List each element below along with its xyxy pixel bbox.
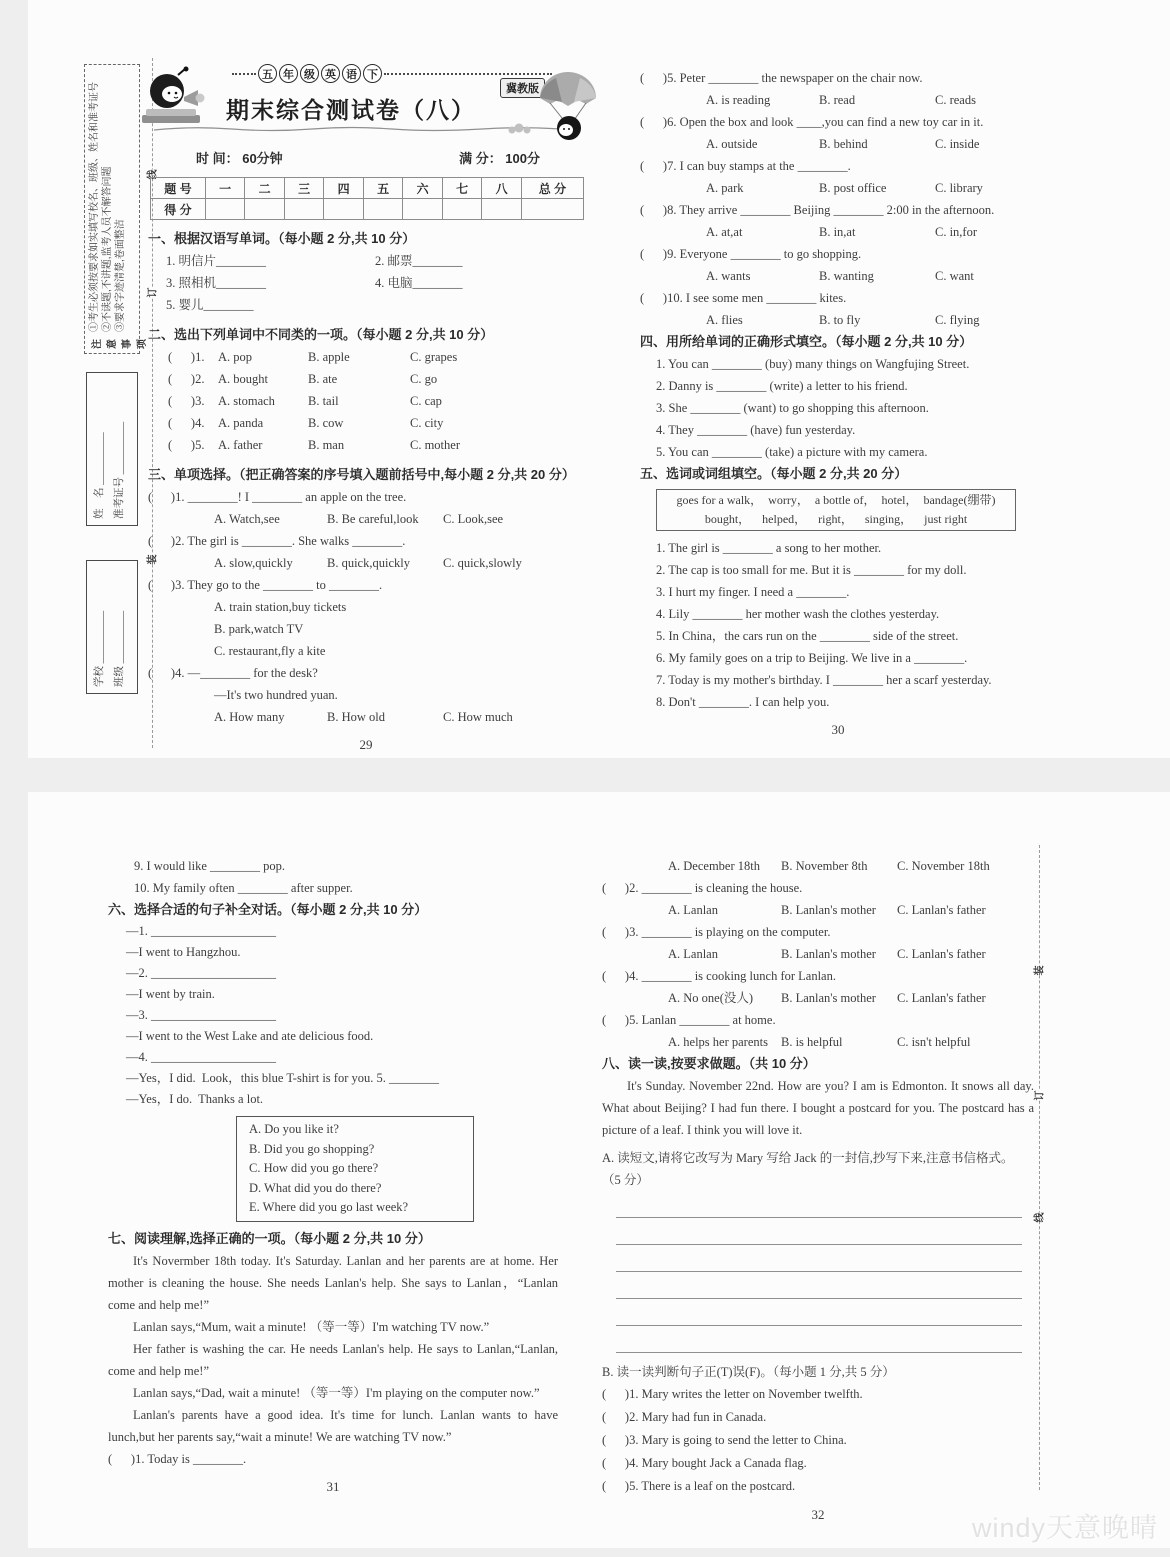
edition-badge: 冀教版 — [500, 78, 545, 98]
options-row: A. at,at B. in,at C. in,for — [706, 225, 978, 239]
full-score: 满 分： 100分 — [459, 151, 540, 166]
page-29 — [148, 58, 584, 756]
score-table: 题 号 一 二 三 四 五 六 七 八 总 分 得 分 — [150, 177, 584, 220]
score-table-header: 题 号 — [151, 178, 206, 199]
question: ( )3. ________ is playing on the computer. — [602, 925, 831, 939]
fill-item: 3. She ________ (want) to go shopping this afternoon. — [656, 401, 929, 415]
choice-line: B. Did you go shopping? — [249, 1141, 375, 1156]
section1-items — [148, 250, 584, 316]
page-number: 30 — [831, 722, 845, 737]
question: ( )6. Open the box and look ____,you can find a new toy car in it. — [640, 115, 984, 129]
dialogue-line: —Yes，I did. Look，this blue T-shirt is for you. 5. ________ — [126, 1071, 439, 1085]
dialogue-line: —1. ____________________ — [126, 924, 276, 938]
options-row: A. How many B. How old C. How much — [214, 710, 513, 724]
mc-row: ( )5. A. father B. man C. mother — [168, 438, 460, 452]
options-row: A. Watch,see B. Be careful,look C. Look,see — [214, 512, 504, 526]
answer-line — [616, 1272, 1022, 1299]
options-row: A. outside B. behind C. inside — [706, 137, 980, 151]
fill-item: 3. I hurt my finger. I need a ________. — [656, 585, 850, 599]
answer-line — [616, 1245, 1022, 1272]
dialogue-line: —2. ____________________ — [126, 966, 276, 980]
tf-item: ( )2. Mary had fun in Canada. — [602, 1410, 767, 1424]
section8-heading: 八、读一读,按要求做题。（共 10 分） — [602, 1056, 816, 1071]
options-row: A. slow,quickly B. quick,quickly C. quick,slowly — [214, 556, 522, 570]
answer-line — [616, 1191, 1022, 1218]
grade-char: 语 — [342, 64, 361, 83]
binding-char: 订 — [143, 288, 160, 298]
answer-line — [616, 1299, 1022, 1326]
watermark: windy天意晚晴 — [971, 1513, 1158, 1543]
grade-char: 级 — [300, 64, 319, 83]
mc-row: ( )2. A. bought B. ate C. go — [168, 372, 438, 386]
question-reply: —It's two hundred yuan. — [214, 688, 338, 702]
notice-item: ③要求字迹清楚,卷面整洁 — [115, 219, 126, 332]
answer-line — [616, 1218, 1022, 1245]
option-line: B. park,watch TV — [214, 622, 304, 636]
options-row: A. Lanlan B. Lanlan's mother C. Lanlan's father — [668, 903, 986, 917]
options-row: A. No one(没人) B. Lanlan's mother C. Lanlan's father — [668, 991, 986, 1005]
school-class-box — [86, 560, 138, 694]
dialogue-line: —3. ____________________ — [126, 1008, 276, 1022]
reading-paragraph: It's Sunday. November 22nd. How are you? I am is Edmonton. It snows all day. What about Beijing? I had fun there. I bought a postcard for you. The postcard has a picture of a leaf. I think you will love it. — [602, 1079, 1034, 1137]
task-b-instruction: B. 读一读判断句子正(T)误(F)。（每小题 1 分,共 5 分） — [602, 1365, 895, 1379]
notice-label: 注意事项 — [92, 339, 148, 349]
dotted-leader — [232, 73, 256, 75]
reading-paragraph: It's Novermber 18th today. It's Saturday. Lanlan and her parents are at home. Her mother is cleaning the house. She needs Lanlan's help. She says to Lanlan，“Lanlan come and help me!” — [108, 1253, 558, 1312]
title-underline-squiggle — [152, 122, 576, 136]
reading-paragraph: Lanlan says,“Mum, wait a minute! （等一等）I'm watching TV now.” — [133, 1319, 490, 1334]
fill-item: 9. I would like ________ pop. — [134, 859, 286, 873]
question: ( )5. Lanlan ________ at home. — [602, 1013, 776, 1027]
dialogue-line: —I went to Hangzhou. — [126, 945, 241, 959]
binding-char: 订 — [1030, 1091, 1047, 1101]
score-row-label: 得 分 — [151, 199, 206, 220]
page-number: 32 — [811, 1507, 825, 1522]
options-row: A. helps her parents B. is helpful C. isn't helpful — [668, 1035, 971, 1049]
notice-item: ①考生必须按要求如实填写校名、班级、姓名和准考证号 — [89, 82, 100, 332]
options-row: A. December 18th B. November 8th C. November 18th — [668, 859, 990, 873]
task-a-points: （5 分） — [602, 1173, 649, 1187]
question: ( )2. ________ is cleaning the house. — [602, 881, 803, 895]
question: ( )7. I can buy stamps at the ________. — [640, 159, 851, 173]
option-line: C. restaurant,fly a kite — [214, 644, 326, 658]
section5-heading: 五、选词或词组填空。（每小题 2 分,共 20 分） — [640, 466, 908, 481]
tf-item: ( )4. Mary bought Jack a Canada flag. — [602, 1456, 807, 1470]
options-row: A. wants B. wanting C. want — [706, 269, 974, 283]
binding-char: 装 — [143, 555, 160, 565]
fill-item: 2. Danny is ________ (write) a letter to his friend. — [656, 379, 908, 393]
time-limit: 时 间： 60分钟 — [196, 151, 283, 166]
word-bank-line: bought， helped， right， singing， just right — [704, 512, 968, 526]
binding-char: 线 — [143, 170, 160, 180]
fill-item: 7. Today is my mother's birthday. I ________ her a scarf yesterday. — [656, 673, 992, 687]
exam-number-field: 准考证号 __________ — [114, 421, 125, 519]
fill-item: 5. In China，the cars run on the ________ side of the street. — [656, 629, 959, 643]
exam-notice-box — [84, 64, 148, 354]
time-score-row — [148, 146, 584, 167]
word-bank-line: goes for a walk， worry， a bottle of， hotel， bandage(绷带) — [676, 493, 996, 507]
mc-row: ( )3. A. stomach B. tail C. cap — [168, 394, 442, 408]
fill-item: 6. My family goes on a trip to Beijing. We live in a ________. — [656, 651, 968, 665]
section1-heading: 一、根据汉语写单词。（每小题 2 分,共 10 分） — [148, 231, 416, 246]
fill-item: 5. You can ________ (take) a picture with my camera. — [656, 445, 928, 459]
dialogue-line: —4. ____________________ — [126, 1050, 276, 1064]
task-a-instruction: A. 读短文,请将它改写为 Mary 写给 Jack 的一封信,抄写下来,注意书信格式。 — [602, 1151, 1014, 1165]
student-name-box — [86, 372, 138, 526]
question: ( )10. I see some men ________ kites. — [640, 291, 847, 305]
question: ( )4. —________ for the desk? — [148, 666, 318, 680]
fill-item: 4. 电脑________ — [375, 276, 463, 290]
class-field: 班级 __________ — [114, 610, 125, 687]
page-30 — [640, 55, 1036, 741]
binding-line-right — [1034, 845, 1046, 1490]
tf-item: ( )3. Mary is going to send the letter to China. — [602, 1433, 847, 1447]
grade-char: 下 — [363, 64, 382, 83]
page-number: 29 — [359, 737, 373, 752]
options-row: A. Lanlan B. Lanlan's mother C. Lanlan's father — [668, 947, 986, 961]
options-row: A. is reading B. read C. reads — [706, 93, 976, 107]
dialogue-line: —I went to the West Lake and ate delicious food. — [126, 1029, 374, 1043]
fill-item: 3. 照相机________ — [166, 276, 267, 290]
choice-line: C. How did you go there? — [249, 1161, 379, 1175]
mc-row: ( )4. A. panda B. cow C. city — [168, 416, 444, 430]
question: ( )1. Today is ________. — [108, 1451, 247, 1466]
word-bank-box — [656, 489, 1016, 531]
section7-heading: 七、阅读理解,选择正确的一项。（每小题 2 分,共 10 分） — [108, 1230, 431, 1246]
fill-item: 2. The cap is too small for me. But it is ________ for my doll. — [656, 563, 967, 577]
section4-heading: 四、用所给单词的正确形式填空。（每小题 2 分,共 10 分） — [640, 334, 973, 349]
mascot-parachute-icon — [536, 70, 600, 144]
grade-char: 五 — [258, 64, 277, 83]
section6-heading: 六、选择合适的句子补全对话。（每小题 2 分,共 10 分） — [108, 902, 428, 917]
tf-item: ( )5. There is a leaf on the postcard. — [602, 1479, 796, 1493]
section3-heading: 三、单项选择。（把正确答案的序号填入题前括号中,每小题 2 分,共 20 分） — [148, 467, 575, 482]
school-field: 学校 __________ — [94, 610, 105, 687]
dialogue-line: —I went by train. — [126, 987, 215, 1001]
reading-paragraph: Her father is washing the car. He needs Lanlan's help. He says to Lanlan,“Lanlan, come and help me!” — [108, 1341, 558, 1378]
choice-line: D. What did you do there? — [249, 1180, 382, 1195]
option-line: A. train station,buy tickets — [214, 600, 347, 614]
tf-item: ( )1. Mary writes the letter on November twelfth. — [602, 1387, 863, 1401]
answer-choices-box — [236, 1116, 474, 1222]
page-32 — [602, 845, 1034, 1526]
fill-item: 10. My family often ________ after supper. — [134, 881, 353, 895]
name-field: 姓 名 __________ — [94, 432, 105, 519]
page-number: 31 — [326, 1478, 340, 1494]
options-row: A. park B. post office C. library — [706, 181, 983, 195]
choice-line: E. Where did you go last week? — [249, 1200, 409, 1214]
fill-item: 5. 婴儿________ — [166, 298, 254, 312]
fill-item: 1. You can ________ (buy) many things on Wangfujing Street. — [656, 357, 970, 371]
test-title: 期末综合测试卷（八） — [226, 97, 476, 123]
notice-item: ②不读题,不讲题,监考人员不解答问题 — [102, 166, 113, 332]
reading-paragraph: Lanlan's parents have a good idea. It's time for lunch. Lanlan wants to have lunch,but her parents say,“wait a minute! We are watching TV now.” — [108, 1407, 558, 1444]
fill-item: 1. 明信片________ — [166, 254, 267, 268]
section2-heading: 二、选出下列单词中不同类的一项。（每小题 2 分,共 10 分） — [148, 327, 494, 342]
dialogue-line: —Yes，I do. Thanks a lot. — [126, 1092, 264, 1106]
mc-row: ( )1. A. pop B. apple C. grapes — [168, 350, 458, 364]
choice-line: A. Do you like it? — [249, 1122, 339, 1136]
question: ( )3. They go to the ________ to ________. — [148, 578, 383, 592]
fill-item: 8. Don't ________. I can help you. — [656, 695, 830, 709]
question: ( )2. The girl is ________. She walks ________. — [148, 534, 406, 548]
test-header — [148, 58, 584, 146]
binding-char: 装 — [1030, 966, 1047, 976]
fill-item: 2. 邮票________ — [375, 254, 463, 268]
fill-item: 4. They ________ (have) fun yesterday. — [656, 423, 856, 437]
question: ( )9. Everyone ________ to go shopping. — [640, 247, 862, 261]
answer-line — [616, 1326, 1022, 1353]
options-row: A. flies B. to fly C. flying — [706, 313, 980, 327]
fill-item: 1. The girl is ________ a song to her mother. — [656, 541, 882, 555]
fill-item: 4. Lily ________ her mother wash the clothes yesterday. — [656, 607, 940, 621]
grade-char: 年 — [279, 64, 298, 83]
question: ( )8. They arrive ________ Beijing ________ 2:00 in the afternoon. — [640, 203, 995, 217]
binding-char: 线 — [1030, 1213, 1047, 1223]
page-31 — [108, 845, 558, 1498]
question: ( )4. ________ is cooking lunch for Lanlan. — [602, 969, 836, 983]
reading-paragraph: Lanlan says,“Dad, wait a minute! （等一等）I'm playing on the computer now.” — [133, 1385, 540, 1400]
question: ( )5. Peter ________ the newspaper on the chair now. — [640, 71, 923, 85]
grade-char: 英 — [321, 64, 340, 83]
dotted-leader — [384, 73, 552, 75]
question: ( )1. ________! I ________ an apple on the tree. — [148, 490, 407, 504]
